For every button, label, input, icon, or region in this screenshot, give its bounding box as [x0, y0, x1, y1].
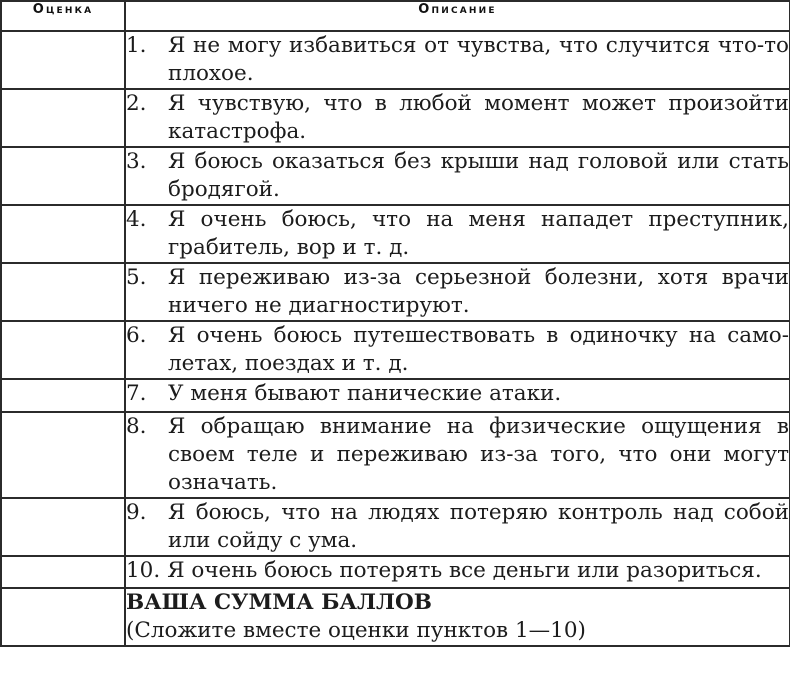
item-number: 10. — [126, 558, 161, 583]
description-cell — [125, 205, 790, 263]
total-title: ВАША СУММА БАЛЛОВ — [126, 590, 432, 615]
description-cell — [125, 263, 790, 321]
score-cell-4[interactable] — [1, 205, 125, 263]
item-number: 4. — [126, 207, 147, 232]
item-text: Я очень боюсь потерять все деньги или разориться. — [167, 558, 762, 583]
total-description-cell — [125, 588, 790, 646]
score-cell-10[interactable] — [1, 556, 125, 588]
item-number: 1. — [126, 33, 147, 58]
table-row — [1, 412, 790, 498]
table-row — [1, 556, 790, 588]
item-text: Я боюсь оказаться без крыши над головой или стать бродягой. — [168, 149, 789, 202]
score-cell-6[interactable] — [1, 321, 125, 379]
item-text: Я чувствую, что в любой момент может произойти катастрофа. — [168, 91, 789, 144]
description-cell — [125, 498, 790, 556]
table-row — [1, 147, 790, 205]
total-row — [1, 588, 790, 646]
table-row — [1, 321, 790, 379]
description-cell — [125, 89, 790, 147]
item-text: Я переживаю из-за серьезной болезни, хотя врачи ничего не диагностируют. — [168, 265, 789, 318]
item-number: 7. — [126, 381, 147, 406]
item-text: Я очень боюсь, что на меня нападет преступник, грабитель, вор и т. д. — [168, 207, 789, 260]
description-cell — [125, 147, 790, 205]
item-text: Я очень боюсь путешествовать в одиночку на самолетах, поездах и т. д. — [168, 323, 789, 376]
item-number: 9. — [126, 500, 147, 525]
total-note: (Сложите вместе оценки пунктов 1—10) — [126, 618, 586, 643]
score-cell-2[interactable] — [1, 89, 125, 147]
description-cell — [125, 412, 790, 498]
table-row — [1, 263, 790, 321]
item-number: 8. — [126, 414, 147, 439]
score-cell-9[interactable] — [1, 498, 125, 556]
header-row — [1, 1, 790, 31]
table-row — [1, 379, 790, 412]
score-cell-8[interactable] — [1, 412, 125, 498]
item-text: Я обращаю внимание на физические ощущения в своем теле и переживаю из-за того, что они могут означать. — [168, 414, 789, 495]
table-row — [1, 31, 790, 89]
description-cell — [125, 321, 790, 379]
item-text: Я не могу избавиться от чувства, что случится что-то плохое. — [168, 33, 789, 86]
score-cell-3[interactable] — [1, 147, 125, 205]
description-cell — [125, 379, 790, 412]
item-number: 5. — [126, 265, 147, 290]
score-cell-1[interactable] — [1, 31, 125, 89]
item-number: 2. — [126, 91, 147, 116]
table-row — [1, 89, 790, 147]
item-number: 3. — [126, 149, 147, 174]
score-cell-5[interactable] — [1, 263, 125, 321]
item-text: У меня бывают панические атаки. — [168, 381, 562, 406]
description-column-header: Описание — [125, 1, 790, 31]
total-score-cell[interactable] — [1, 588, 125, 646]
description-cell — [125, 556, 790, 588]
score-column-header: Оценка — [1, 1, 125, 31]
table-row — [1, 498, 790, 556]
description-cell — [125, 31, 790, 89]
item-text: Я боюсь, что на людях потеряю контроль над собой или сойду с ума. — [168, 500, 789, 553]
score-cell-7[interactable] — [1, 379, 125, 412]
table-row — [1, 205, 790, 263]
item-number: 6. — [126, 323, 147, 348]
